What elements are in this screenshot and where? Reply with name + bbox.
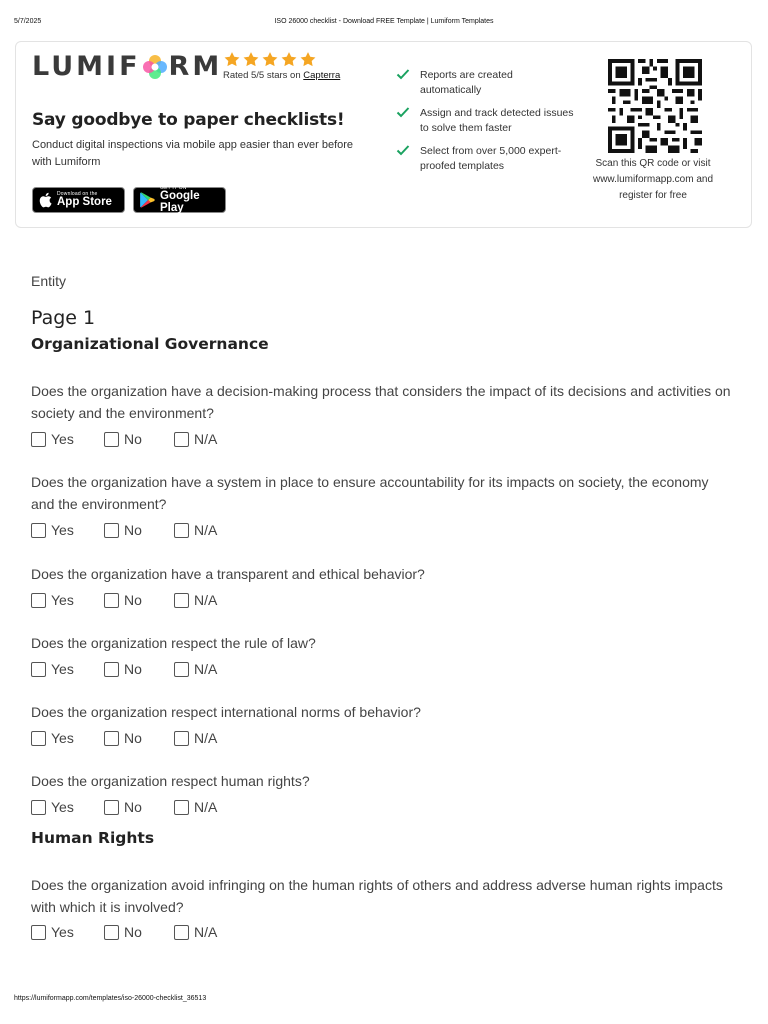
question-text: Does the organization respect human rights?	[31, 773, 310, 789]
page-title: Page 1	[31, 307, 96, 329]
option-yes[interactable]	[31, 430, 74, 448]
feature-item	[396, 68, 576, 97]
rating-text	[223, 70, 340, 81]
checkbox-na[interactable]	[174, 731, 189, 746]
option-yes-label: Yes	[51, 522, 74, 538]
checkbox-no[interactable]	[104, 593, 119, 608]
question-text: Does the organization respect the rule of law?	[31, 635, 316, 651]
option-na[interactable]	[174, 923, 217, 941]
option-no[interactable]	[104, 591, 142, 609]
answer-options	[31, 729, 331, 747]
question-text: Does the organization avoid infringing on the human rights of others and address adverse human rights impacts with which it is involved?	[31, 877, 723, 915]
option-yes-label: Yes	[51, 924, 74, 940]
option-yes-label: Yes	[51, 799, 74, 815]
option-no-label: No	[124, 592, 142, 608]
star-icon	[242, 51, 260, 68]
option-no[interactable]	[104, 660, 142, 678]
option-na-label: N/A	[194, 522, 218, 538]
checkbox-no[interactable]	[104, 432, 119, 447]
checkmark-icon	[396, 106, 410, 118]
promo-banner	[15, 41, 752, 228]
entity-label: Entity	[31, 273, 67, 289]
checkbox-no[interactable]	[104, 800, 119, 815]
checkbox-yes[interactable]	[31, 593, 46, 608]
option-yes[interactable]	[31, 798, 74, 816]
rating-stars	[223, 51, 340, 68]
google-play-label: Google Play	[160, 190, 200, 214]
capterra-link[interactable]: Capterra	[303, 70, 341, 81]
apple-icon	[39, 192, 52, 208]
checkmark-icon	[396, 68, 410, 80]
option-na[interactable]	[174, 521, 217, 539]
option-yes-label: Yes	[51, 661, 74, 677]
star-icon	[261, 51, 279, 68]
checkbox-yes[interactable]	[31, 925, 46, 940]
checkbox-na[interactable]	[174, 800, 189, 815]
option-no-label: No	[124, 522, 142, 538]
checkbox-yes[interactable]	[31, 432, 46, 447]
option-no[interactable]	[104, 729, 142, 747]
option-na-label: N/A	[194, 661, 218, 677]
checkbox-no[interactable]	[104, 523, 119, 538]
answer-options	[31, 430, 331, 448]
option-no[interactable]	[104, 521, 142, 539]
checkbox-na[interactable]	[174, 925, 189, 940]
section-title-human-rights: Human Rights	[31, 829, 155, 847]
option-na-label: N/A	[194, 924, 218, 940]
logo-flower-icon	[143, 55, 167, 79]
option-na-label: N/A	[194, 592, 218, 608]
google-play-icon	[140, 192, 155, 208]
option-no[interactable]	[104, 923, 142, 941]
google-play-button[interactable]	[133, 187, 226, 213]
option-yes[interactable]	[31, 729, 74, 747]
app-store-button[interactable]	[32, 187, 125, 213]
option-no-label: No	[124, 661, 142, 677]
checkbox-na[interactable]	[174, 662, 189, 677]
option-yes[interactable]	[31, 923, 74, 941]
checkbox-na[interactable]	[174, 523, 189, 538]
star-icon	[280, 51, 298, 68]
option-no-label: No	[124, 799, 142, 815]
answer-options	[31, 591, 331, 609]
question-text: Does the organization have a system in place to ensure accountability for its impacts on society, the economy and the environment?	[31, 474, 709, 512]
checkbox-na[interactable]	[174, 432, 189, 447]
question-text: Does the organization have a transparent and ethical behavior?	[31, 566, 425, 582]
rating-text-prefix: Rated 5/5 stars on	[223, 70, 304, 81]
option-no-label: No	[124, 730, 142, 746]
print-date: 5/7/2025	[14, 18, 42, 25]
option-no-label: No	[124, 431, 142, 447]
option-na-label: N/A	[194, 431, 218, 447]
option-yes-label: Yes	[51, 592, 74, 608]
answer-options	[31, 923, 331, 941]
qr-code[interactable]	[606, 59, 704, 153]
feature-list	[396, 68, 576, 182]
feature-text: Select from over 5,000 expert-proofed templates	[420, 145, 562, 172]
option-na-label: N/A	[194, 730, 218, 746]
print-footer-url: https://lumiformapp.com/templates/iso-26000-checklist_36513	[14, 995, 207, 1002]
logo-text-end: RM	[168, 51, 223, 82]
google-play-small-text: GET IT ON	[160, 185, 187, 191]
checkbox-yes[interactable]	[31, 523, 46, 538]
rating-block	[223, 51, 340, 81]
answer-options	[31, 798, 331, 816]
option-yes-label: Yes	[51, 730, 74, 746]
option-no-label: No	[124, 924, 142, 940]
checkbox-no[interactable]	[104, 662, 119, 677]
question-text: Does the organization have a decision-making process that considers the impact of its decisions and activities on society and the environment?	[31, 383, 731, 421]
option-na[interactable]	[174, 660, 217, 678]
checkbox-yes[interactable]	[31, 731, 46, 746]
option-yes[interactable]	[31, 660, 74, 678]
app-store-small-text: Download on the	[57, 190, 98, 197]
checkbox-no[interactable]	[104, 925, 119, 940]
star-icon	[223, 51, 241, 68]
option-no[interactable]	[104, 798, 142, 816]
app-store-label: App Store	[57, 195, 112, 208]
option-yes-label: Yes	[51, 431, 74, 447]
logo-text-start: LUMIF	[32, 51, 141, 82]
option-no[interactable]	[104, 430, 142, 448]
banner-subtext: Conduct digital inspections via mobile app easier than ever before with Lumiform	[32, 139, 354, 168]
option-na[interactable]	[174, 729, 217, 747]
qr-caption: Scan this QR code or visit www.lumiformapp.com and register for free	[592, 158, 714, 201]
feature-item	[396, 106, 576, 135]
option-na[interactable]	[174, 430, 217, 448]
question-text: Does the organization respect international norms of behavior?	[31, 704, 421, 720]
checkbox-na[interactable]	[174, 593, 189, 608]
print-page-title: ISO 26000 checklist - Download FREE Template | Lumiform Templates	[274, 18, 494, 25]
checkmark-icon	[396, 144, 410, 156]
checkbox-yes[interactable]	[31, 662, 46, 677]
feature-item	[396, 144, 576, 173]
print-header	[0, 18, 768, 30]
section-title-organizational-governance: Organizational Governance	[31, 335, 269, 353]
checkbox-no[interactable]	[104, 731, 119, 746]
option-na[interactable]	[174, 591, 217, 609]
option-yes[interactable]	[31, 521, 74, 539]
option-na-label: N/A	[194, 799, 218, 815]
feature-text: Assign and track detected issues to solve them faster	[420, 107, 574, 134]
star-icon	[299, 51, 317, 68]
banner-headline: Say goodbye to paper checklists!	[32, 110, 345, 130]
checkbox-yes[interactable]	[31, 800, 46, 815]
feature-text: Reports are created automatically	[420, 69, 513, 96]
answer-options	[31, 660, 331, 678]
answer-options	[31, 521, 331, 539]
lumiform-logo[interactable]	[32, 52, 222, 82]
option-na[interactable]	[174, 798, 217, 816]
option-yes[interactable]	[31, 591, 74, 609]
